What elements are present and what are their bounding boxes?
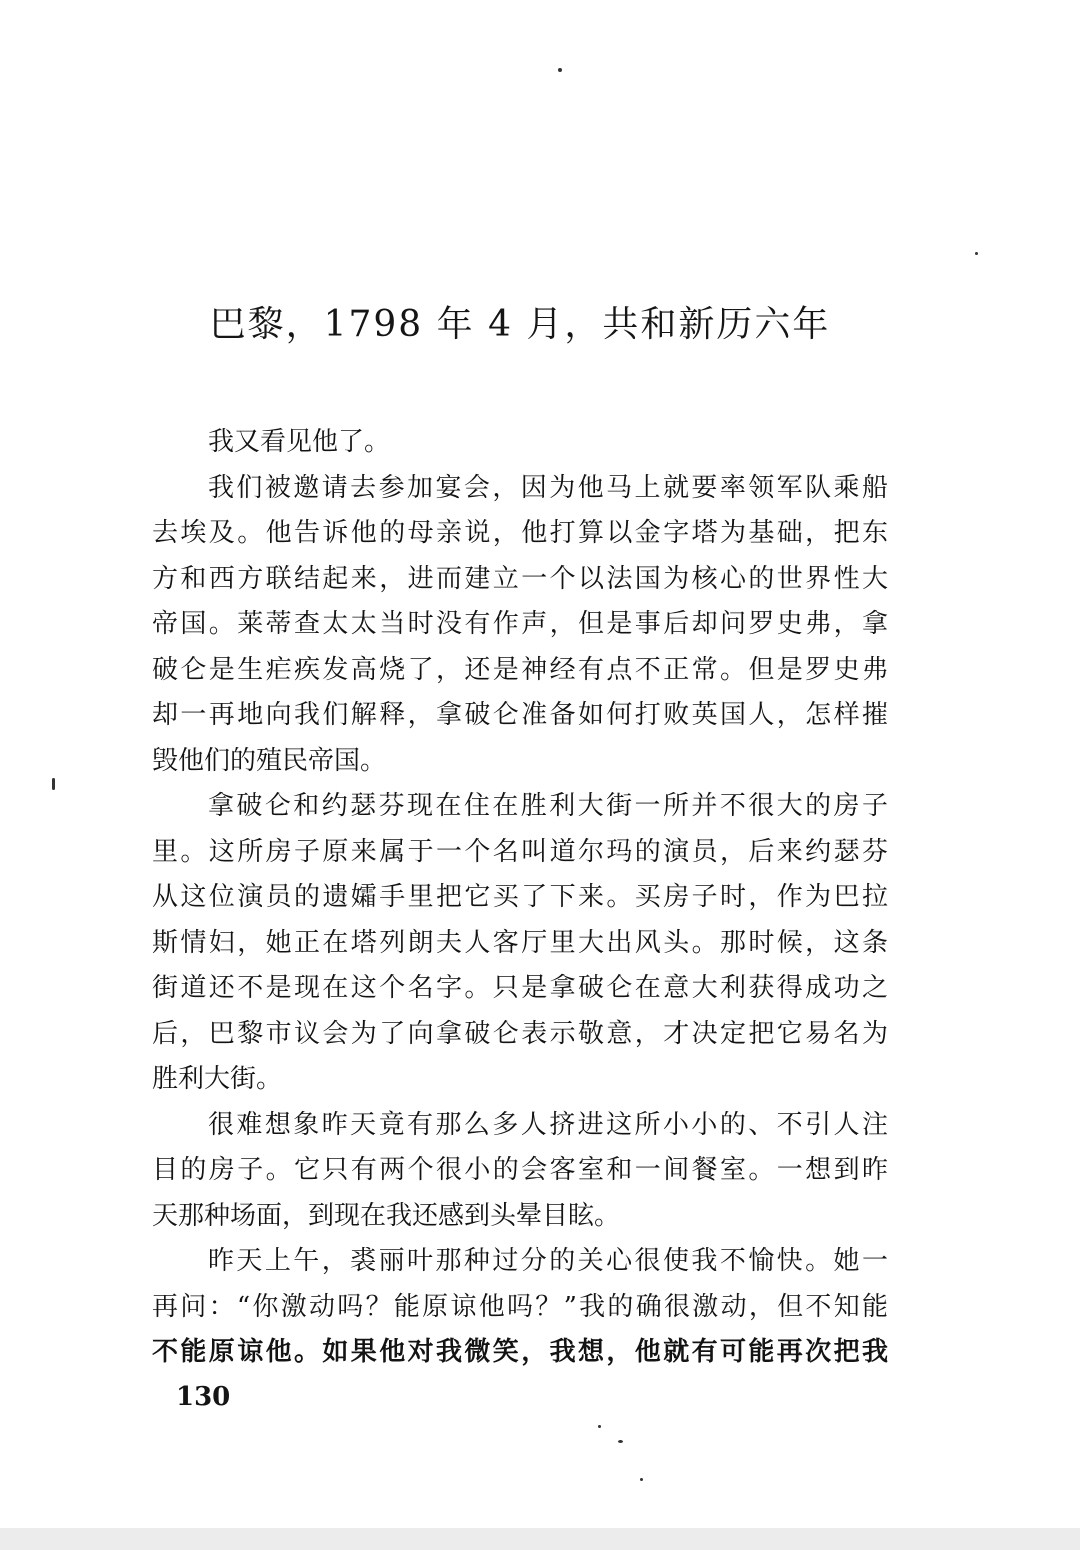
page-number: 130 bbox=[176, 1382, 231, 1412]
text-line: 方和西方联结起来，进而建立一个以法国为核心的世界性大 bbox=[152, 563, 888, 594]
text-line: 去埃及。他告诉他的母亲说，他打算以金字塔为基础，把东 bbox=[152, 518, 888, 548]
text-line: 拿破仑和约瑟芬现在住在胜利大街一所并不很大的房子 bbox=[208, 791, 888, 821]
text-line: 帝国。莱蒂查太太当时没有作声，但是事后却问罗史弗，拿 bbox=[152, 609, 888, 639]
text-line: 毁他们的殖民帝国。 bbox=[152, 745, 387, 776]
text-line: 我又看见他了。 bbox=[208, 427, 391, 457]
text-line: 斯情妇，她正在塔列朗夫人客厅里大出风头。那时候，这条 bbox=[152, 927, 888, 958]
text-line: 天那种场面，到现在我还感到头晕目眩。 bbox=[152, 1200, 621, 1231]
scan-speck bbox=[975, 252, 978, 255]
scan-speck bbox=[618, 1440, 623, 1443]
text-line: 很难想象昨天竟有那么多人挤进这所小小的、不引人注 bbox=[208, 1109, 888, 1140]
viewer-bottom-bar bbox=[0, 1528, 1080, 1550]
text-line: 不能原谅他。如果他对我微笑，我想，他就有可能再次把我 bbox=[152, 1337, 888, 1367]
scan-speck bbox=[558, 68, 562, 72]
body-text bbox=[152, 420, 892, 1376]
chapter-title: 巴黎，1798 年 4 月，共和新历六年 bbox=[209, 304, 831, 345]
text-line: 胜利大街。 bbox=[152, 1064, 283, 1094]
text-line: 昨天上午，裘丽叶那种过分的关心很使我不愉快。她一 bbox=[208, 1246, 888, 1276]
text-line: 街道还不是现在这个名字。只是拿破仑在意大利获得成功之 bbox=[152, 973, 888, 1003]
text-line: 却一再地向我们解释，拿破仑准备如何打败英国人，怎样摧 bbox=[152, 700, 888, 730]
text-line: 里。这所房子原来属于一个名叫道尔玛的演员，后来约瑟芬 bbox=[152, 836, 888, 867]
scan-speck bbox=[640, 1478, 643, 1481]
text-line: 从这位演员的遗孀手里把它买了下来。买房子时，作为巴拉 bbox=[152, 882, 888, 912]
text-line: 目的房子。它只有两个很小的会客室和一间餐室。一想到昨 bbox=[152, 1155, 888, 1185]
scan-speck bbox=[52, 778, 55, 790]
scan-speck bbox=[598, 1425, 601, 1428]
text-line: 后，巴黎市议会为了向拿破仑表示敬意，才决定把它易名为 bbox=[152, 1018, 888, 1049]
text-line: 再问：“你激动吗？能原谅他吗？”我的确很激动，但不知能 bbox=[152, 1291, 888, 1322]
text-line: 我们被邀请去参加宴会，因为他马上就要率领军队乘船 bbox=[208, 472, 888, 503]
text-line: 破仑是生疟疾发高烧了，还是神经有点不正常。但是罗史弗 bbox=[152, 654, 888, 685]
